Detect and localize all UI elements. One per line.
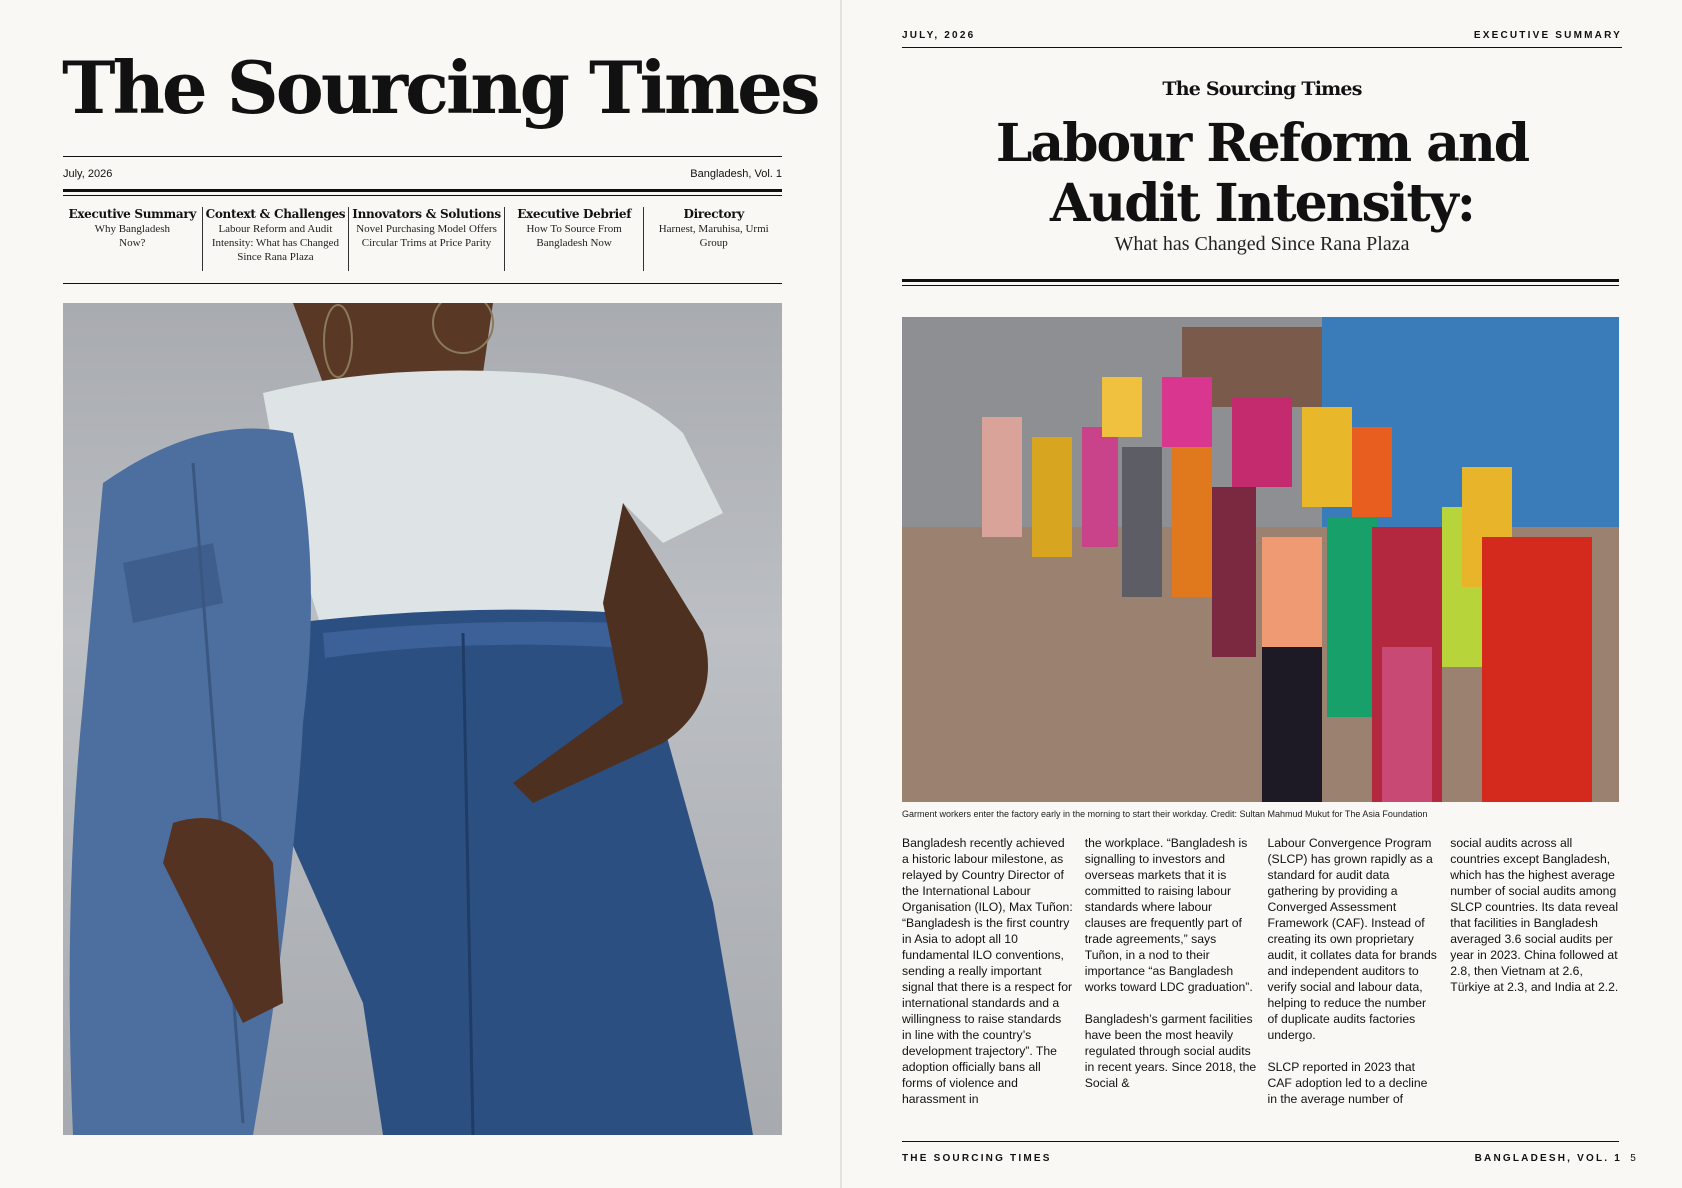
toc-subtitle: Novel Purchasing Model Offers Circular Trims at Price Parity <box>356 223 497 249</box>
cover-photo-denim-model <box>63 303 782 1135</box>
toc-item-executive-debrief[interactable] <box>504 207 644 271</box>
body-column-3 <box>1268 835 1440 1115</box>
issue-edition: Bangladesh, Vol. 1 <box>690 168 782 180</box>
body-column-4 <box>1450 835 1622 1115</box>
headline-rule-thin <box>902 285 1619 286</box>
toc-subtitle: How To Source From Bangladesh Now <box>526 223 622 249</box>
toc-item-innovators-solutions[interactable] <box>348 207 504 271</box>
body-column-1 <box>902 835 1074 1115</box>
body-paragraph: Bangladesh recently achieved a historic labour milestone, as relayed by Country Director of the International Labour Organisation (ILO), Max Tuñon: “Bangladesh is the first country in Asia to adopt all 10 fundamental ILO conventions, sending a really important signal that there is a respect for international standards and a willingness to raise standards in line with the country’s development trajectory”. The adoption officially bans all forms of violence and harassment in <box>902 836 1073 1106</box>
toc-subtitle: Labour Reform and Audit Intensity: What has Changed Since Rana Plaza <box>211 223 340 263</box>
workers-photo-illustration <box>902 317 1619 802</box>
page-number: 5 <box>1630 1153 1638 1164</box>
toc-title: Directory <box>683 207 744 221</box>
footer-rule <box>902 1141 1619 1142</box>
toc-item-directory[interactable] <box>643 207 783 271</box>
toc-title: Executive Debrief <box>517 207 632 221</box>
garment-workers-photo <box>902 317 1619 802</box>
masthead: The Sourcing Times <box>62 45 818 130</box>
running-head-rule <box>902 47 1622 48</box>
toc-bottom-rule <box>63 283 782 284</box>
running-head-date: JULY, 2026 <box>902 30 976 41</box>
cover-page <box>0 0 840 1188</box>
toc-item-context-challenges[interactable] <box>202 207 349 271</box>
toc-top-rule-thin <box>63 195 782 196</box>
article-page <box>842 0 1682 1188</box>
running-head-section: EXECUTIVE SUMMARY <box>1473 30 1622 41</box>
small-masthead: The Sourcing Times <box>1162 78 1362 100</box>
toc-subtitle: Why Bangladesh Now? <box>94 223 171 249</box>
body-column-2 <box>1085 835 1257 1115</box>
headline <box>842 114 1682 234</box>
toc-title: Innovators & Solutions <box>352 207 501 221</box>
body-paragraph: Labour Convergence Program (SLCP) has grown rapidly as a standard for audit data gathering by providing a Converged Assessment Framework (CAF). Instead of creating its own proprietary audit, it collates data for brands and independent auditors to verify social and labour data, helping to reduce the number of duplicate audits factories undergo. <box>1267 836 1437 1042</box>
dek: What has Changed Since Rana Plaza <box>1114 233 1410 255</box>
toc-title: Executive Summary <box>68 207 197 221</box>
toc-subtitle: Harnest, Maruhisa, Urmi Group <box>658 223 769 249</box>
headline-line-2: Audit Intensity: <box>1050 173 1474 234</box>
body-paragraph: social audits across all countries except Bangladesh, which has the highest average number of social audits among SLCP countries. Its data reveal that facilities in Bangladesh averaged 3.6 social audits per year in 2023. China followed at 2.8, then Vietnam at 2.6, Türkiye at 2.3, and India at 2.2. <box>1450 836 1619 994</box>
article-body <box>902 835 1622 1115</box>
toc-item-executive-summary[interactable] <box>63 207 202 271</box>
cover-photo-illustration <box>63 303 782 1135</box>
body-paragraph: Bangladesh’s garment facilities have been the most heavily regulated through social audits in recent years. Since 2018, the Social & <box>1084 1012 1257 1090</box>
toc-title: Context & Challenges <box>205 207 346 221</box>
photo-caption: Garment workers enter the factory early in the morning to start their workday. Credit: Sultan Mahmud Mukut for The Asia Foundation <box>902 809 1428 819</box>
headline-line-1: Labour Reform and <box>995 113 1529 174</box>
masthead-rule <box>63 156 782 157</box>
body-paragraph: the workplace. “Bangladesh is signalling to investors and overseas markets that it is committed to raising labour standards where labour clauses are frequently part of trade agreements,” says Tuñon, in a nod to their importance “as Bangladesh works toward LDC graduation”. <box>1084 836 1253 994</box>
toc-top-rule-thick <box>63 189 782 192</box>
footer-publication: THE SOURCING TIMES <box>902 1153 1052 1164</box>
body-paragraph: SLCP reported in 2023 that CAF adoption led to a decline in the average number of <box>1267 1060 1428 1106</box>
issue-date: July, 2026 <box>63 168 113 180</box>
footer-edition: BANGLADESH, VOL. 1 <box>1474 1153 1622 1164</box>
headline-rule-thick <box>902 279 1619 282</box>
table-of-contents <box>63 207 783 271</box>
